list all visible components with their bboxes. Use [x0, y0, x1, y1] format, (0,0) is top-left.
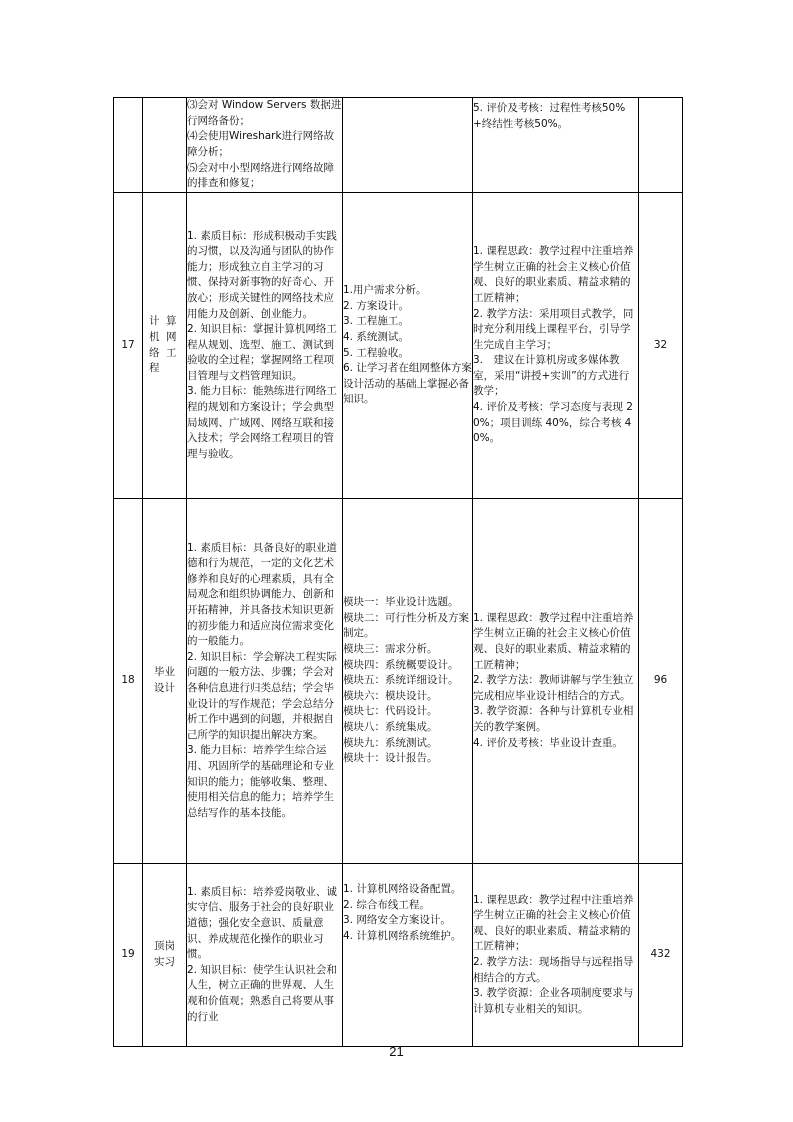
course-number-cell: 18 [114, 499, 143, 864]
course-content-cell [343, 864, 473, 1047]
content-line: 模块六：模块设计。 [343, 689, 438, 702]
course-name-line: 毕业 [154, 666, 175, 679]
content-line: 6. 让学习者在组网整体方案设计活动的基础上掌握必备知识。 [343, 362, 472, 406]
goal-line: 2. 知识目标：掌握计算机网络工程从规划、选型、施工、测试到验收的全过程；掌握网络工程项目管理与文档管理知识。 [187, 323, 337, 382]
course-name-cell [143, 98, 187, 193]
content-line: 模块八：系统集成。 [343, 720, 438, 733]
content-line: 模块一：毕业设计选题。 [343, 596, 459, 609]
goal-line: 2. 知识目标：使学生认识社会和人生，树立正确的世界观、人生观和价值观；熟悉自己将要从事的行业 [187, 963, 337, 1023]
goal-line: 1. 素质目标：培养爱岗敬业、诚实守信、服务于社会的良好职业道德；强化安全意识、质量意识、养成规范化操作的职业习惯。 [187, 885, 337, 961]
content-line: 3. 网络安全方案设计。 [343, 914, 451, 927]
teaching-requirements-cell [473, 864, 639, 1047]
goal-line: ⑶会对 Window Servers 数据进行网络备份； [187, 99, 342, 127]
content-line: 模块四：系统概要设计。 [343, 658, 459, 671]
course-hours-cell: 432 [639, 864, 683, 1047]
course-content-cell [343, 98, 473, 193]
course-name-char: 算 [166, 315, 177, 328]
course-goals-cell [187, 98, 343, 193]
content-line: 模块九：系统测试。 [343, 736, 438, 749]
requirement-line: 2. 教学方法：现场指导与远程指导相结合的方式。 [473, 956, 634, 984]
course-name-line [149, 314, 186, 330]
content-line: 3. 工程施工。 [343, 315, 409, 328]
course-hours-cell [639, 98, 683, 193]
content-line: 2. 方案设计。 [343, 299, 409, 312]
course-number-cell: 17 [114, 193, 143, 499]
requirement-line: 3. 教学资源：各种与计算机专业相关的教学案例。 [473, 705, 634, 733]
course-name-line: 顶岗 [154, 940, 175, 953]
teaching-requirements-cell [473, 193, 639, 499]
course-name-char: 工 [166, 346, 177, 359]
course-goals-cell [187, 864, 343, 1047]
course-name-line: 实习 [154, 956, 175, 968]
course-goals-cell [187, 193, 343, 499]
course-name-char: 机 [149, 330, 160, 343]
content-line: 模块二：可行性分析及方案制定。 [343, 611, 469, 640]
requirement-line: 2. 教学方法：采用项目式教学，同时充分利用线上课程平台，引导学生完成自主学习； [473, 307, 634, 351]
content-line: 模块十：设计报告。 [343, 752, 438, 765]
content-line: 5. 工程验收。 [343, 346, 409, 359]
requirement-line: 1. 课程思政：教学过程中注重培养学生树立正确的社会主义核心价值观、良好的职业素质、精益求精的工匠精神； [473, 245, 634, 304]
requirement-line: 2. 教学方法：教师讲解与学生独立完成相应毕业设计相结合的方式。 [473, 674, 634, 702]
goal-line: 2. 知识目标：学会解决工程实际问题的一般方法、步骤；学会对各种信息进行归类总结；学会毕业设计的写作规范；学会总结分析工作中遇到的问题，并根据自己所学的知识提出解决方案。 [187, 650, 337, 741]
course-name-cell [143, 864, 187, 1047]
table-row [114, 193, 683, 499]
goal-line: ⑸会对中小型网络进行网络故障的排查和修复； [187, 161, 334, 190]
course-name-line: 设计 [154, 682, 175, 694]
course-number-cell [114, 98, 143, 193]
content-line: 2. 综合布线工程。 [343, 898, 430, 911]
course-name-char: 程 [149, 362, 160, 375]
course-name-char: 计 [149, 315, 160, 328]
content-line: 模块五：系统详细设计。 [343, 674, 459, 687]
requirement-line: 1. 课程思政：教学过程中注重培养学生树立正确的社会主义核心价值观、良好的职业素质、精益求精的工匠精神； [473, 893, 634, 953]
course-name-cell [143, 499, 187, 864]
teaching-requirements-cell [473, 499, 639, 864]
course-hours-cell: 32 [639, 193, 683, 499]
requirement-line: 4. 评价及考核：学习态度与表现 20%；项目训练 40%，综合考核 40%。 [473, 401, 633, 445]
goal-line: 1. 素质目标：形成积极动手实践的习惯，以及沟通与团队的协作能力；形成独立自主学习的习惯、保持对新事物的好奇心、开放心；形成关键性的网络技术应用能力及创新、创业能力。 [187, 229, 337, 320]
requirement-line: 5. 评价及考核：过程性考核50%+终结性考核50%。 [473, 102, 626, 130]
course-name-line [149, 346, 186, 362]
content-line: 4. 计算机网络系统维护。 [343, 929, 462, 942]
course-content-cell [343, 193, 473, 499]
course-hours-cell: 96 [639, 499, 683, 864]
teaching-requirements-cell [473, 98, 639, 193]
content-line: 模块三：需求分析。 [343, 643, 438, 656]
table-row [114, 864, 683, 1047]
course-name-cell [143, 193, 187, 499]
course-table [113, 97, 683, 1047]
table-row [114, 98, 683, 193]
course-name-line [149, 361, 186, 377]
requirement-line: 3. 建议在计算机房或多媒体教室，采用“讲授+实训”的方式进行教学； [473, 354, 630, 398]
course-content-cell [343, 499, 473, 864]
content-line: 模块七：代码设计。 [343, 705, 438, 718]
course-name-char: 网 [166, 330, 177, 343]
content-line: 4. 系统测试。 [343, 330, 409, 343]
table-row [114, 499, 683, 864]
content-line: 1. 计算机网络设备配置。 [343, 883, 462, 895]
course-number-cell: 19 [114, 864, 143, 1047]
course-goals-cell [187, 499, 343, 864]
goal-line: 1. 素质目标：具备良好的职业道德和行为规范，一定的文化艺术修养和良好的心理素质，具有全局观念和组织协调能力、创新和开拓精神，并具备技术知识更新的初步能力和适应岗位需求变化的一般能力。 [187, 541, 337, 648]
page-number: 21 [389, 1044, 404, 1059]
goal-line: ⑷会使用Wireshark进行网络故障分析； [187, 130, 335, 158]
goal-line: 3. 能力目标：培养学生综合运用、巩固所学的基础理论和专业知识的能力；能够收集、整理、使用相关信息的能力；培养学生总结写作的基本技能。 [187, 744, 334, 819]
requirement-line: 3. 教学资源：企业各项制度要求与计算机专业相关的知识。 [473, 987, 634, 1015]
course-name-char: 络 [149, 346, 160, 359]
requirement-line: 1. 课程思政：教学过程中注重培养学生树立正确的社会主义核心价值观、良好的职业素质、精益求精的工匠精神； [473, 611, 634, 671]
goal-line: 3. 能力目标：能熟练进行网络工程的规划和方案设计；学会典型局域网、广域网、网络互联和接入技术；学会网络工程项目的管理与验收。 [187, 385, 337, 460]
requirement-line: 4. 评价及考核：毕业设计查重。 [473, 736, 623, 749]
content-line: 1.用户需求分析。 [343, 284, 427, 297]
course-table-body [114, 98, 683, 1047]
course-name-line [149, 330, 186, 346]
